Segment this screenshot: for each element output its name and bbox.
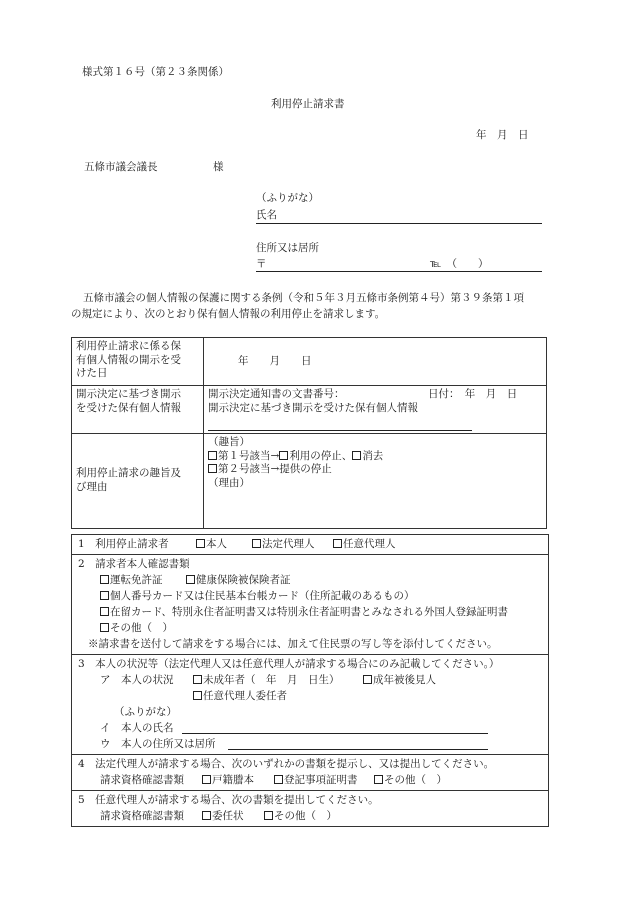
item2-checkbox[interactable] [208,464,217,473]
intro-line-1: 五條市議会の個人情報の保護に関する条例（令和５年３月五條市条例第４号）第３９条第１項 [83,292,524,304]
insurance-card-checkbox[interactable] [186,575,195,584]
other-voluntary-doc-checkbox[interactable] [264,811,273,820]
item1-checkbox[interactable] [208,451,217,460]
request-table [71,337,547,529]
section-principal-status: 3 本人の状況等（法定代理人又は任意代理人が請求する場合にのみ記載してください。） ア 本人の状況 未成年者（ 年 月 日生） 成年被後見人 任意代理人委任者 （ふりがな） イ 本人の氏名 ウ 本人の住所又は居所 [72,655,548,755]
section-requester: 1 利用停止請求者 本人 法定代理人 任意代理人 [72,535,548,555]
registry-cert-checkbox[interactable] [274,775,283,784]
intro-line-2: の規定により、次のとおり保有個人情報の利用停止を請求します。 [71,308,386,320]
date-line: 年 月 日 [476,129,529,141]
name-label: 氏名 [256,209,277,221]
erase-checkbox[interactable] [352,451,361,460]
doc-number-label: 開示決定通知書の文書番号： [208,388,345,400]
family-register-checkbox[interactable] [202,775,211,784]
form-number: 様式第１６号（第２３条関係） [82,66,229,78]
addressee: 五條市議会議長 [84,161,158,173]
principal-address-field[interactable] [228,749,488,750]
table-row [72,386,547,434]
mynumber-card-checkbox[interactable] [100,591,109,600]
disclosed-info-cell [204,386,547,434]
page-title: 利用停止請求書 [271,98,345,110]
name-field[interactable] [256,223,542,224]
disclosed-info-field[interactable] [208,416,472,431]
section-id-documents: 2 請求者本人確認書類 運転免許証 健康保険被保険者証 個人番号カード又は住民基本台帳カード（住所記載のあるもの） 在留カード、特別永住者証明書又は特別永住者証明書とみなされる外国人登録証明書 その他（ ） ※請求書を送付して請求をする場合には、加えて住民票の写し等を添付してください。 [72,555,548,655]
notice-date-label: 日付： 年 月 日 [428,388,518,400]
furigana-label: （ふりがな） [256,192,319,204]
tel-mark: ℡ （ ） [430,258,489,270]
id-note: ※請求書を送付して請求をする場合には、加えて住民票の写し等を添付してください。 [88,638,498,650]
purpose-label: （趣旨） [208,436,250,448]
reason-label: （理由） [208,476,250,489]
details-box [71,534,549,827]
residence-card-checkbox[interactable] [100,607,109,616]
legal-agent-checkbox[interactable] [252,539,261,548]
other-id-checkbox[interactable] [100,623,109,632]
address-label: 住所又は居所 [256,242,319,254]
disclosure-date-label: 利用停止請求に係る保 有個人情報の開示を受 けた日 [72,338,204,386]
adult-ward-checkbox[interactable] [363,675,372,684]
voluntary-agent-checkbox[interactable] [333,539,342,548]
principal-name-field[interactable] [182,733,488,734]
other-legal-doc-checkbox[interactable] [374,775,383,784]
postal-mark: 〒 [256,258,267,270]
power-of-attorney-checkbox[interactable] [202,811,211,820]
minor-checkbox[interactable] [193,675,202,684]
disclosed-info-label: 開示決定に基づき開示 を受けた保有個人情報 [72,386,204,434]
disclosed-info-sublabel: 開示決定に基づき開示を受けた保有個人情報 [208,402,418,414]
address-field[interactable] [256,271,542,272]
delegator-checkbox[interactable] [193,691,202,700]
honorific: 様 [213,161,224,173]
self-checkbox[interactable] [196,539,205,548]
suspend-use-checkbox[interactable] [279,451,288,460]
section-voluntary-agent-docs: 5 任意代理人が請求する場合、次の書類を提出してください。 請求資格確認書類 委任状 その他（ ） [78,794,379,822]
drivers-license-checkbox[interactable] [100,575,109,584]
purpose-reason-label: 利用停止請求の趣旨及 び理由 [72,434,204,529]
purpose-reason-cell: （趣旨） 第１号該当→ 利用の停止、 消去 第２号該当→提供の停止 （理由） [204,434,547,529]
section-legal-agent-docs: 4 法定代理人が請求する場合、次のいずれかの書類を提示し、又は提出してください。 請求資格確認書類 戸籍謄本 登記事項証明書 その他（ ） [72,755,548,791]
disclosure-date-value[interactable]: 年 月 日 [204,338,547,386]
table-row [72,338,547,386]
table-row [72,434,547,529]
